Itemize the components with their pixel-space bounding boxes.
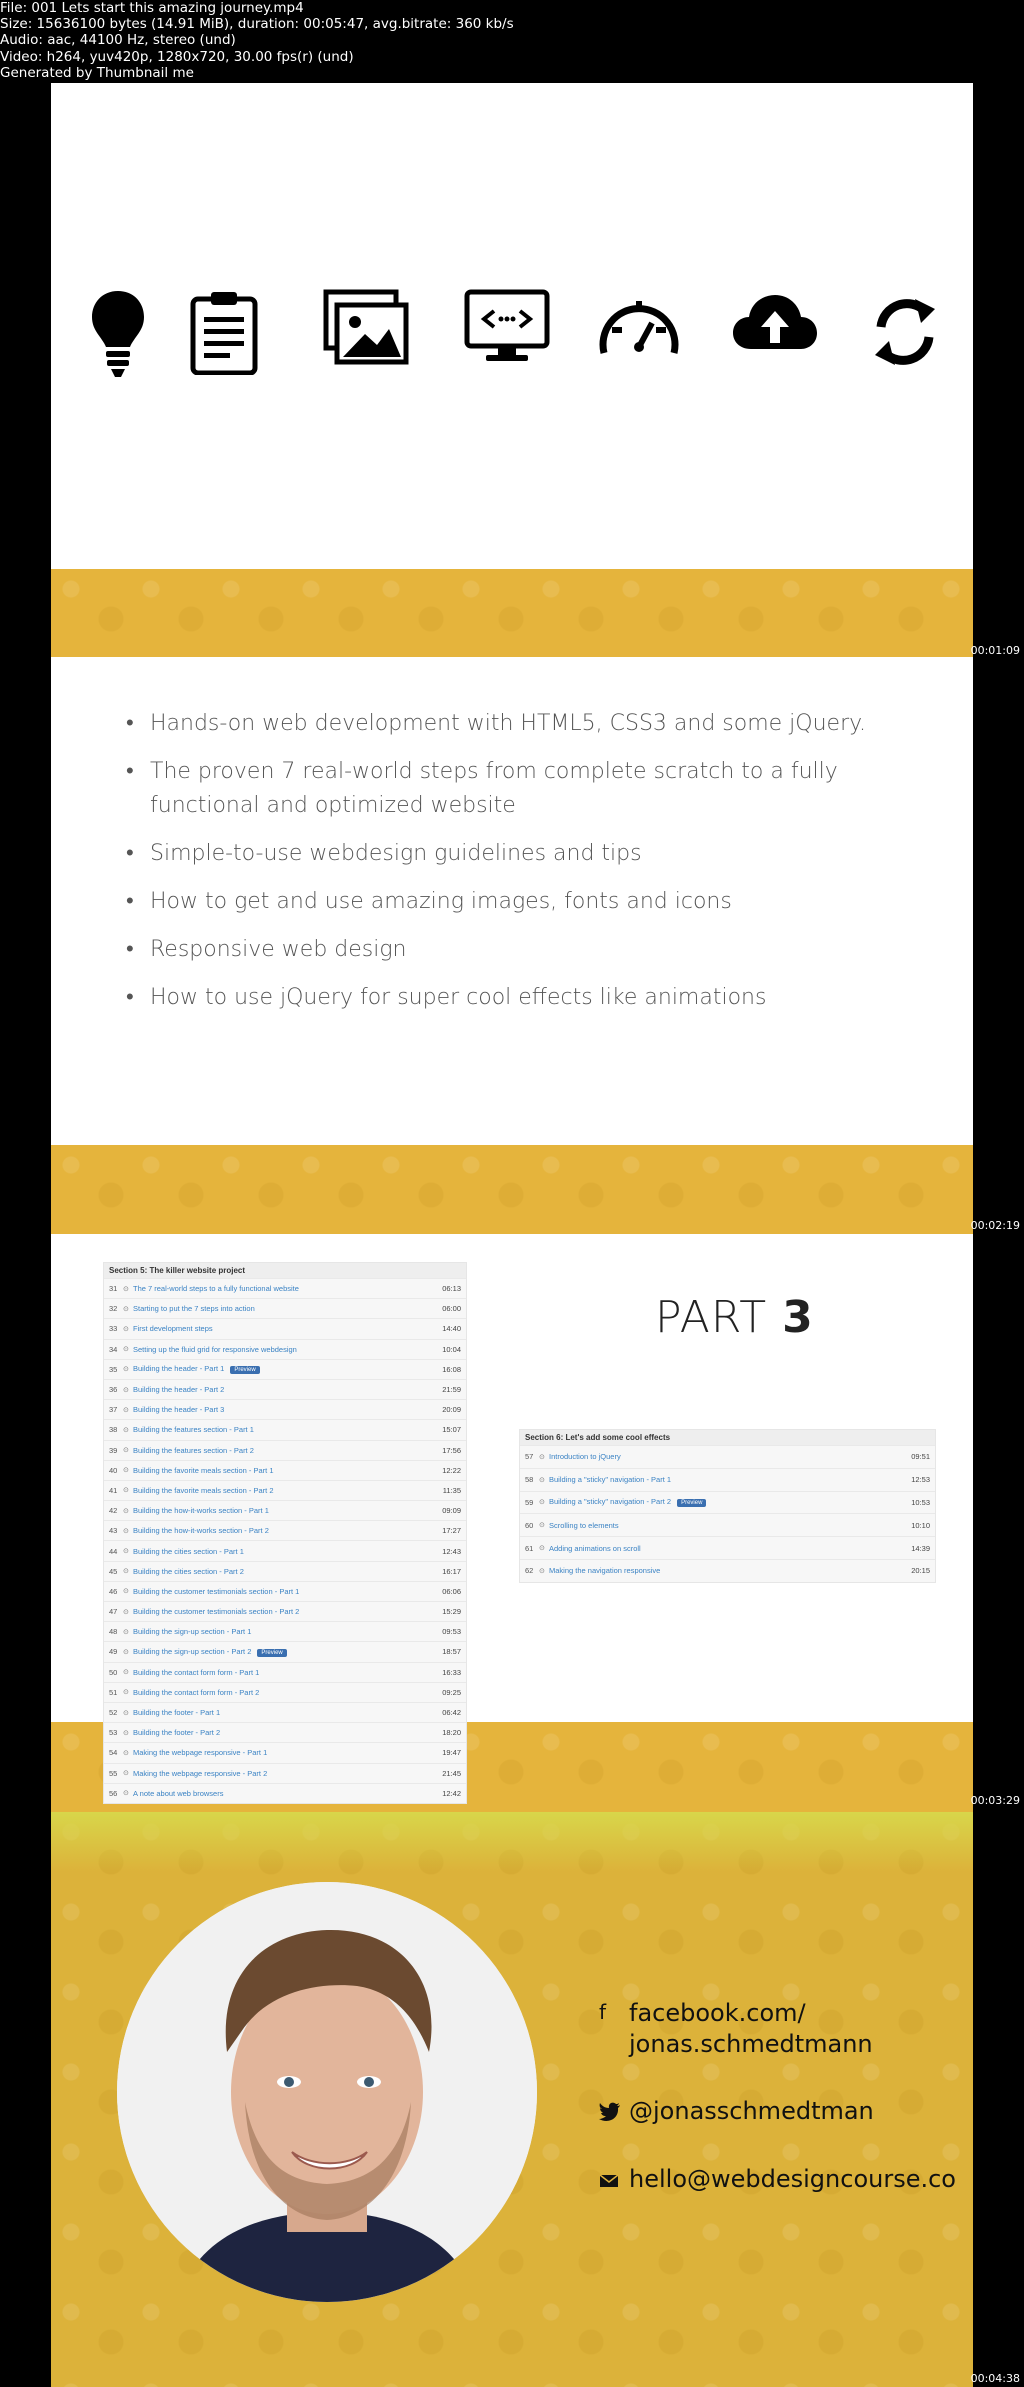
- section-title: Section 6: Let's add some cool effects: [520, 1430, 935, 1445]
- lecture-title[interactable]: [133, 1526, 435, 1535]
- lecture-title-text[interactable]: First development steps: [133, 1324, 213, 1334]
- lecture-title-text[interactable]: Building the favorite meals section - Part 2: [133, 1485, 274, 1495]
- lecture-row[interactable]: [104, 1702, 466, 1722]
- speedometer-icon: [596, 289, 682, 359]
- lecture-row[interactable]: [104, 1540, 466, 1560]
- lecture-title[interactable]: [133, 1385, 435, 1394]
- lecture-title[interactable]: [133, 1486, 435, 1495]
- lecture-duration: 15:07: [442, 1425, 461, 1435]
- lecture-row[interactable]: [104, 1783, 466, 1803]
- list-item: • Hands-on web development with HTML5, CSS3 and some jQuery.: [126, 707, 886, 741]
- play-icon: ⊙: [539, 1476, 545, 1484]
- lecture-duration: 11:35: [442, 1485, 461, 1495]
- lecture-row[interactable]: [104, 1520, 466, 1540]
- lecture-duration: 12:43: [442, 1546, 461, 1556]
- lecture-number: 37: [109, 1405, 118, 1415]
- twitter-handle[interactable]: @jonasschmedtman: [629, 2097, 874, 2125]
- lecture-row[interactable]: [520, 1513, 935, 1536]
- play-icon: ⊙: [123, 1406, 129, 1414]
- lecture-title[interactable]: [133, 1547, 435, 1556]
- lecture-title[interactable]: [133, 1587, 435, 1596]
- video-frame-3: [51, 1234, 973, 1812]
- lecture-title[interactable]: [133, 1405, 435, 1414]
- lecture-number: 46: [109, 1586, 118, 1596]
- timestamp: 00:04:38: [970, 2372, 1020, 2385]
- lecture-row[interactable]: [520, 1468, 935, 1491]
- lecture-number: 36: [109, 1385, 118, 1395]
- lecture-title[interactable]: [133, 1769, 435, 1778]
- play-icon: ⊙: [123, 1386, 129, 1394]
- lecture-row[interactable]: [104, 1621, 466, 1641]
- lecture-duration: 20:15: [911, 1566, 930, 1576]
- lecture-title[interactable]: [549, 1544, 904, 1553]
- lecture-number: 38: [109, 1425, 118, 1435]
- lecture-duration: 09:25: [442, 1687, 461, 1697]
- lecture-number: 55: [109, 1768, 118, 1778]
- lecture-number: 57: [525, 1452, 534, 1462]
- lecture-title[interactable]: [133, 1446, 435, 1455]
- lecture-row[interactable]: [104, 1763, 466, 1783]
- lecture-row[interactable]: [104, 1480, 466, 1500]
- lecture-number: 35: [109, 1364, 118, 1374]
- lecture-row[interactable]: [104, 1662, 466, 1682]
- timestamp: 00:01:09: [970, 644, 1020, 657]
- preview-badge[interactable]: Preview: [230, 1366, 259, 1374]
- lecture-title[interactable]: [133, 1688, 435, 1697]
- facebook-icon: f: [599, 2000, 607, 2024]
- images-icon: [323, 289, 409, 365]
- lecture-number: 33: [109, 1324, 118, 1334]
- lecture-title[interactable]: [133, 1708, 435, 1717]
- email-address[interactable]: hello@webdesigncourse.co: [629, 2165, 956, 2193]
- lecture-number: 52: [109, 1708, 118, 1718]
- play-icon: ⊙: [123, 1527, 129, 1535]
- lecture-number: 43: [109, 1526, 118, 1536]
- lecture-duration: 21:59: [442, 1385, 461, 1395]
- timestamp: 00:03:29: [970, 1794, 1020, 1807]
- lecture-row[interactable]: [520, 1559, 935, 1582]
- file-info-line: File: 001 Lets start this amazing journey.mp4: [0, 0, 304, 16]
- twitter-icon: [599, 2102, 621, 2122]
- lecture-title[interactable]: [133, 1425, 435, 1434]
- play-icon: ⊙: [123, 1548, 129, 1556]
- lecture-row[interactable]: [104, 1419, 466, 1439]
- lecture-row[interactable]: [520, 1445, 935, 1468]
- cloud-upload-icon: [731, 289, 819, 355]
- lecture-duration: 15:29: [442, 1607, 461, 1617]
- lecture-duration: 10:10: [911, 1520, 930, 1530]
- lecture-duration: 20:09: [442, 1405, 461, 1415]
- lecture-title-text[interactable]: Building the features section - Part 1: [133, 1425, 254, 1435]
- lecture-title-text[interactable]: Building a "sticky" navigation - Part 2: [549, 1497, 672, 1507]
- play-icon: ⊙: [123, 1507, 129, 1515]
- lecture-title[interactable]: [549, 1452, 904, 1461]
- lecture-duration: 12:53: [911, 1475, 930, 1485]
- lecture-row[interactable]: [104, 1601, 466, 1621]
- preview-badge[interactable]: Preview: [257, 1649, 286, 1657]
- video-frame-1: [51, 83, 973, 657]
- section-title: Section 5: The killer website project: [104, 1263, 466, 1278]
- list-item: • How to use jQuery for super cool effects like animations: [126, 981, 886, 1015]
- clipboard-icon: [189, 289, 259, 375]
- lecture-row[interactable]: [104, 1581, 466, 1601]
- lecture-row[interactable]: [104, 1339, 466, 1359]
- file-info-line: Video: h264, yuv420p, 1280x720, 30.00 fps(r) (und): [0, 48, 354, 65]
- lecture-title-text[interactable]: Building the header - Part 2: [133, 1385, 225, 1395]
- file-info-header: [0, 0, 1024, 81]
- play-icon: ⊙: [123, 1366, 129, 1374]
- pattern-band: [51, 569, 973, 657]
- lecture-title-text[interactable]: Building the footer - Part 2: [133, 1728, 221, 1738]
- lecture-row[interactable]: [104, 1722, 466, 1742]
- lecture-title-text[interactable]: Building the cities section - Part 1: [133, 1546, 244, 1556]
- lecture-title-text[interactable]: Building the cities section - Part 2: [133, 1566, 244, 1576]
- lecture-duration: 17:56: [442, 1445, 461, 1455]
- lecture-title[interactable]: [133, 1748, 435, 1757]
- lecture-title-text[interactable]: Making the webpage responsive - Part 1: [133, 1748, 268, 1758]
- play-icon: ⊙: [123, 1608, 129, 1616]
- lecture-title-text[interactable]: Building the customer testimonials section - Part 1: [133, 1586, 300, 1596]
- play-icon: ⊙: [123, 1346, 129, 1354]
- lecture-duration: 14:39: [911, 1543, 930, 1553]
- play-icon: ⊙: [123, 1467, 129, 1475]
- video-frame-2: [51, 657, 973, 1234]
- play-icon: ⊙: [123, 1487, 129, 1495]
- lecture-number: 49: [109, 1647, 118, 1657]
- lecture-number: 53: [109, 1728, 118, 1738]
- lecture-row[interactable]: [104, 1318, 466, 1338]
- play-icon: ⊙: [123, 1447, 129, 1455]
- lecture-row[interactable]: [104, 1742, 466, 1762]
- part-number: 3: [782, 1292, 814, 1343]
- lecture-title[interactable]: [133, 1364, 435, 1374]
- lecture-title-text[interactable]: Scrolling to elements: [549, 1520, 619, 1530]
- lecture-number: 34: [109, 1344, 118, 1354]
- portrait-image: [117, 1882, 537, 2302]
- lecture-title-text[interactable]: Building the how-it-works section - Part 1: [133, 1506, 269, 1516]
- lecture-row[interactable]: [104, 1379, 466, 1399]
- lecture-title[interactable]: [549, 1497, 904, 1507]
- lecture-title-text[interactable]: Adding animations on scroll: [549, 1543, 641, 1553]
- lecture-number: 42: [109, 1506, 118, 1516]
- play-icon: ⊙: [123, 1729, 129, 1737]
- lecture-row[interactable]: [104, 1641, 466, 1661]
- video-frame-4: [51, 1812, 973, 2387]
- part-heading: [655, 1292, 814, 1343]
- lecture-duration: 16:33: [442, 1667, 461, 1677]
- lecture-duration: 06:00: [442, 1304, 461, 1314]
- lecture-number: 40: [109, 1465, 118, 1475]
- lecture-number: 59: [525, 1497, 534, 1507]
- lecture-duration: 16:08: [442, 1364, 461, 1374]
- lecture-title-text[interactable]: The 7 real-world steps to a fully functional website: [133, 1284, 299, 1294]
- lecture-number: 47: [109, 1607, 118, 1617]
- lecture-title-text[interactable]: Introduction to jQuery: [549, 1452, 621, 1462]
- lecture-title[interactable]: [549, 1566, 904, 1575]
- play-icon: ⊙: [539, 1545, 545, 1553]
- lecture-title[interactable]: [133, 1506, 435, 1515]
- lecture-number: 54: [109, 1748, 118, 1758]
- lecture-title-text[interactable]: Building the customer testimonials section - Part 2: [133, 1607, 300, 1617]
- preview-badge[interactable]: Preview: [677, 1499, 706, 1507]
- lecture-title[interactable]: [549, 1521, 904, 1530]
- lecture-title-text[interactable]: Building the contact form form - Part 1: [133, 1667, 260, 1677]
- lecture-number: 50: [109, 1667, 118, 1677]
- list-item: • The proven 7 real-world steps from complete scratch to a fully functional and optimized website: [126, 755, 886, 823]
- play-icon: ⊙: [123, 1325, 129, 1333]
- lecture-title[interactable]: [133, 1607, 435, 1616]
- play-icon: ⊙: [123, 1426, 129, 1434]
- contact-facebook: [599, 1998, 959, 2062]
- lecture-row[interactable]: [104, 1682, 466, 1702]
- lecture-duration: 09:09: [442, 1506, 461, 1516]
- section-6-table: [519, 1429, 936, 1583]
- play-icon: ⊙: [123, 1588, 129, 1596]
- lecture-duration: 10:53: [911, 1497, 930, 1507]
- play-icon: ⊙: [539, 1522, 545, 1530]
- lecture-duration: 18:57: [442, 1647, 461, 1657]
- timestamp: 00:02:19: [970, 1219, 1020, 1232]
- lecture-title[interactable]: [133, 1728, 435, 1737]
- lecture-title[interactable]: [133, 1345, 435, 1354]
- list-item: • Responsive web design: [126, 933, 886, 967]
- play-icon: ⊙: [123, 1285, 129, 1293]
- lecture-number: 44: [109, 1546, 118, 1556]
- play-icon: ⊙: [123, 1568, 129, 1576]
- lecture-row[interactable]: [520, 1491, 935, 1514]
- lecture-number: 48: [109, 1627, 118, 1637]
- lecture-title[interactable]: [133, 1567, 435, 1576]
- lecture-number: 60: [525, 1520, 534, 1530]
- lecture-duration: 12:42: [442, 1788, 461, 1798]
- lecture-number: 51: [109, 1687, 118, 1697]
- lecture-title-text[interactable]: Making the navigation responsive: [549, 1566, 661, 1576]
- lecture-title-text[interactable]: Setting up the fluid grid for responsive webdesign: [133, 1344, 297, 1354]
- facebook-line-1[interactable]: facebook.com/: [629, 1999, 806, 2027]
- feature-list: [126, 707, 886, 1029]
- lecture-title-text[interactable]: Building the header - Part 3: [133, 1405, 225, 1415]
- email-icon: [599, 2174, 619, 2188]
- lecture-title-text[interactable]: Building the how-it-works section - Part 2: [133, 1526, 269, 1536]
- lecture-title[interactable]: [133, 1304, 435, 1313]
- lecture-title-text[interactable]: Building the favorite meals section - Part 1: [133, 1465, 274, 1475]
- list-item: • How to get and use amazing images, fonts and icons: [126, 885, 886, 919]
- play-icon: ⊙: [123, 1770, 129, 1778]
- lecture-title-text[interactable]: Building the sign-up section - Part 2: [133, 1646, 252, 1656]
- lecture-row[interactable]: [520, 1536, 935, 1559]
- play-icon: ⊙: [123, 1749, 129, 1757]
- lecture-row[interactable]: [104, 1561, 466, 1581]
- play-icon: ⊙: [123, 1628, 129, 1636]
- file-info-line: Size: 15636100 bytes (14.91 MiB), duration: 00:05:47, avg.bitrate: 360 kb/s: [0, 16, 514, 33]
- part-label: PART: [655, 1292, 768, 1343]
- refresh-icon: [871, 289, 939, 375]
- lecture-row[interactable]: [104, 1440, 466, 1460]
- lecture-row[interactable]: [104, 1399, 466, 1419]
- lecture-duration: 18:20: [442, 1728, 461, 1738]
- lecture-number: 31: [109, 1284, 118, 1294]
- lecture-title-text[interactable]: Building the features section - Part 2: [133, 1445, 254, 1455]
- lecture-title[interactable]: [549, 1475, 904, 1484]
- lecture-title[interactable]: [133, 1466, 435, 1475]
- lecture-duration: 10:04: [442, 1344, 461, 1354]
- lecture-number: 61: [525, 1543, 534, 1553]
- lecture-duration: 21:45: [442, 1768, 461, 1778]
- lecture-number: 45: [109, 1566, 118, 1576]
- lecture-duration: 14:40: [442, 1324, 461, 1334]
- lecture-number: 58: [525, 1475, 534, 1485]
- lecture-title-text[interactable]: Building the header - Part 1: [133, 1364, 225, 1374]
- lecture-row[interactable]: [104, 1460, 466, 1480]
- lecture-title-text[interactable]: A note about web browsers: [133, 1788, 224, 1798]
- lecture-row[interactable]: [104, 1298, 466, 1318]
- code-monitor-icon: [464, 289, 550, 365]
- pattern-band: [51, 1145, 973, 1234]
- lecture-title-text[interactable]: Building the sign-up section - Part 1: [133, 1627, 252, 1637]
- play-icon: ⊙: [123, 1709, 129, 1717]
- lecture-duration: 17:27: [442, 1526, 461, 1536]
- lecture-title[interactable]: [133, 1647, 435, 1657]
- icon-row: [51, 289, 973, 379]
- lecture-title-text[interactable]: Building the footer - Part 1: [133, 1708, 221, 1718]
- file-info-line: Generated by Thumbnail me: [0, 64, 194, 81]
- lecture-title-text[interactable]: Building a "sticky" navigation - Part 1: [549, 1475, 672, 1485]
- avatar: [117, 1882, 537, 2302]
- lecture-number: 39: [109, 1445, 118, 1455]
- lecture-title[interactable]: [133, 1324, 435, 1333]
- lecture-duration: 12:22: [442, 1465, 461, 1475]
- facebook-line-2[interactable]: jonas.schmedtmann: [629, 2030, 873, 2058]
- lecture-duration: 16:17: [442, 1566, 461, 1576]
- play-icon: ⊙: [123, 1305, 129, 1313]
- lecture-duration: 09:53: [442, 1627, 461, 1637]
- lecture-title[interactable]: [133, 1284, 435, 1293]
- play-icon: ⊙: [123, 1648, 129, 1656]
- lecture-number: 32: [109, 1304, 118, 1314]
- play-icon: ⊙: [123, 1689, 129, 1697]
- lecture-number: 62: [525, 1566, 534, 1576]
- play-icon: ⊙: [123, 1790, 129, 1798]
- file-info-line: Audio: aac, 44100 Hz, stereo (und): [0, 32, 236, 49]
- play-icon: ⊙: [123, 1669, 129, 1677]
- lecture-duration: 09:51: [911, 1452, 930, 1462]
- lecture-row[interactable]: [104, 1278, 466, 1298]
- lecture-title[interactable]: [133, 1789, 435, 1798]
- lecture-duration: 06:06: [442, 1586, 461, 1596]
- contact-twitter: [599, 2096, 959, 2130]
- play-icon: ⊙: [539, 1499, 545, 1507]
- play-icon: ⊙: [539, 1453, 545, 1461]
- play-icon: ⊙: [539, 1567, 545, 1575]
- lecture-duration: 06:13: [442, 1284, 461, 1294]
- lecture-title-text[interactable]: Starting to put the 7 steps into action: [133, 1304, 255, 1314]
- lecture-number: 56: [109, 1788, 118, 1798]
- lecture-title[interactable]: [133, 1668, 435, 1677]
- lecture-row[interactable]: [104, 1359, 466, 1379]
- section-5-table: [103, 1262, 467, 1804]
- lecture-row[interactable]: [104, 1500, 466, 1520]
- lightbulb-icon: [90, 289, 146, 379]
- lecture-duration: 06:42: [442, 1708, 461, 1718]
- lecture-duration: 19:47: [442, 1748, 461, 1758]
- lecture-number: 41: [109, 1485, 118, 1495]
- lecture-title[interactable]: [133, 1627, 435, 1636]
- contact-email: [599, 2164, 969, 2198]
- list-item: • Simple-to-use webdesign guidelines and tips: [126, 837, 886, 871]
- lecture-title-text[interactable]: Building the contact form form - Part 2: [133, 1687, 260, 1697]
- lecture-title-text[interactable]: Making the webpage responsive - Part 2: [133, 1768, 268, 1778]
